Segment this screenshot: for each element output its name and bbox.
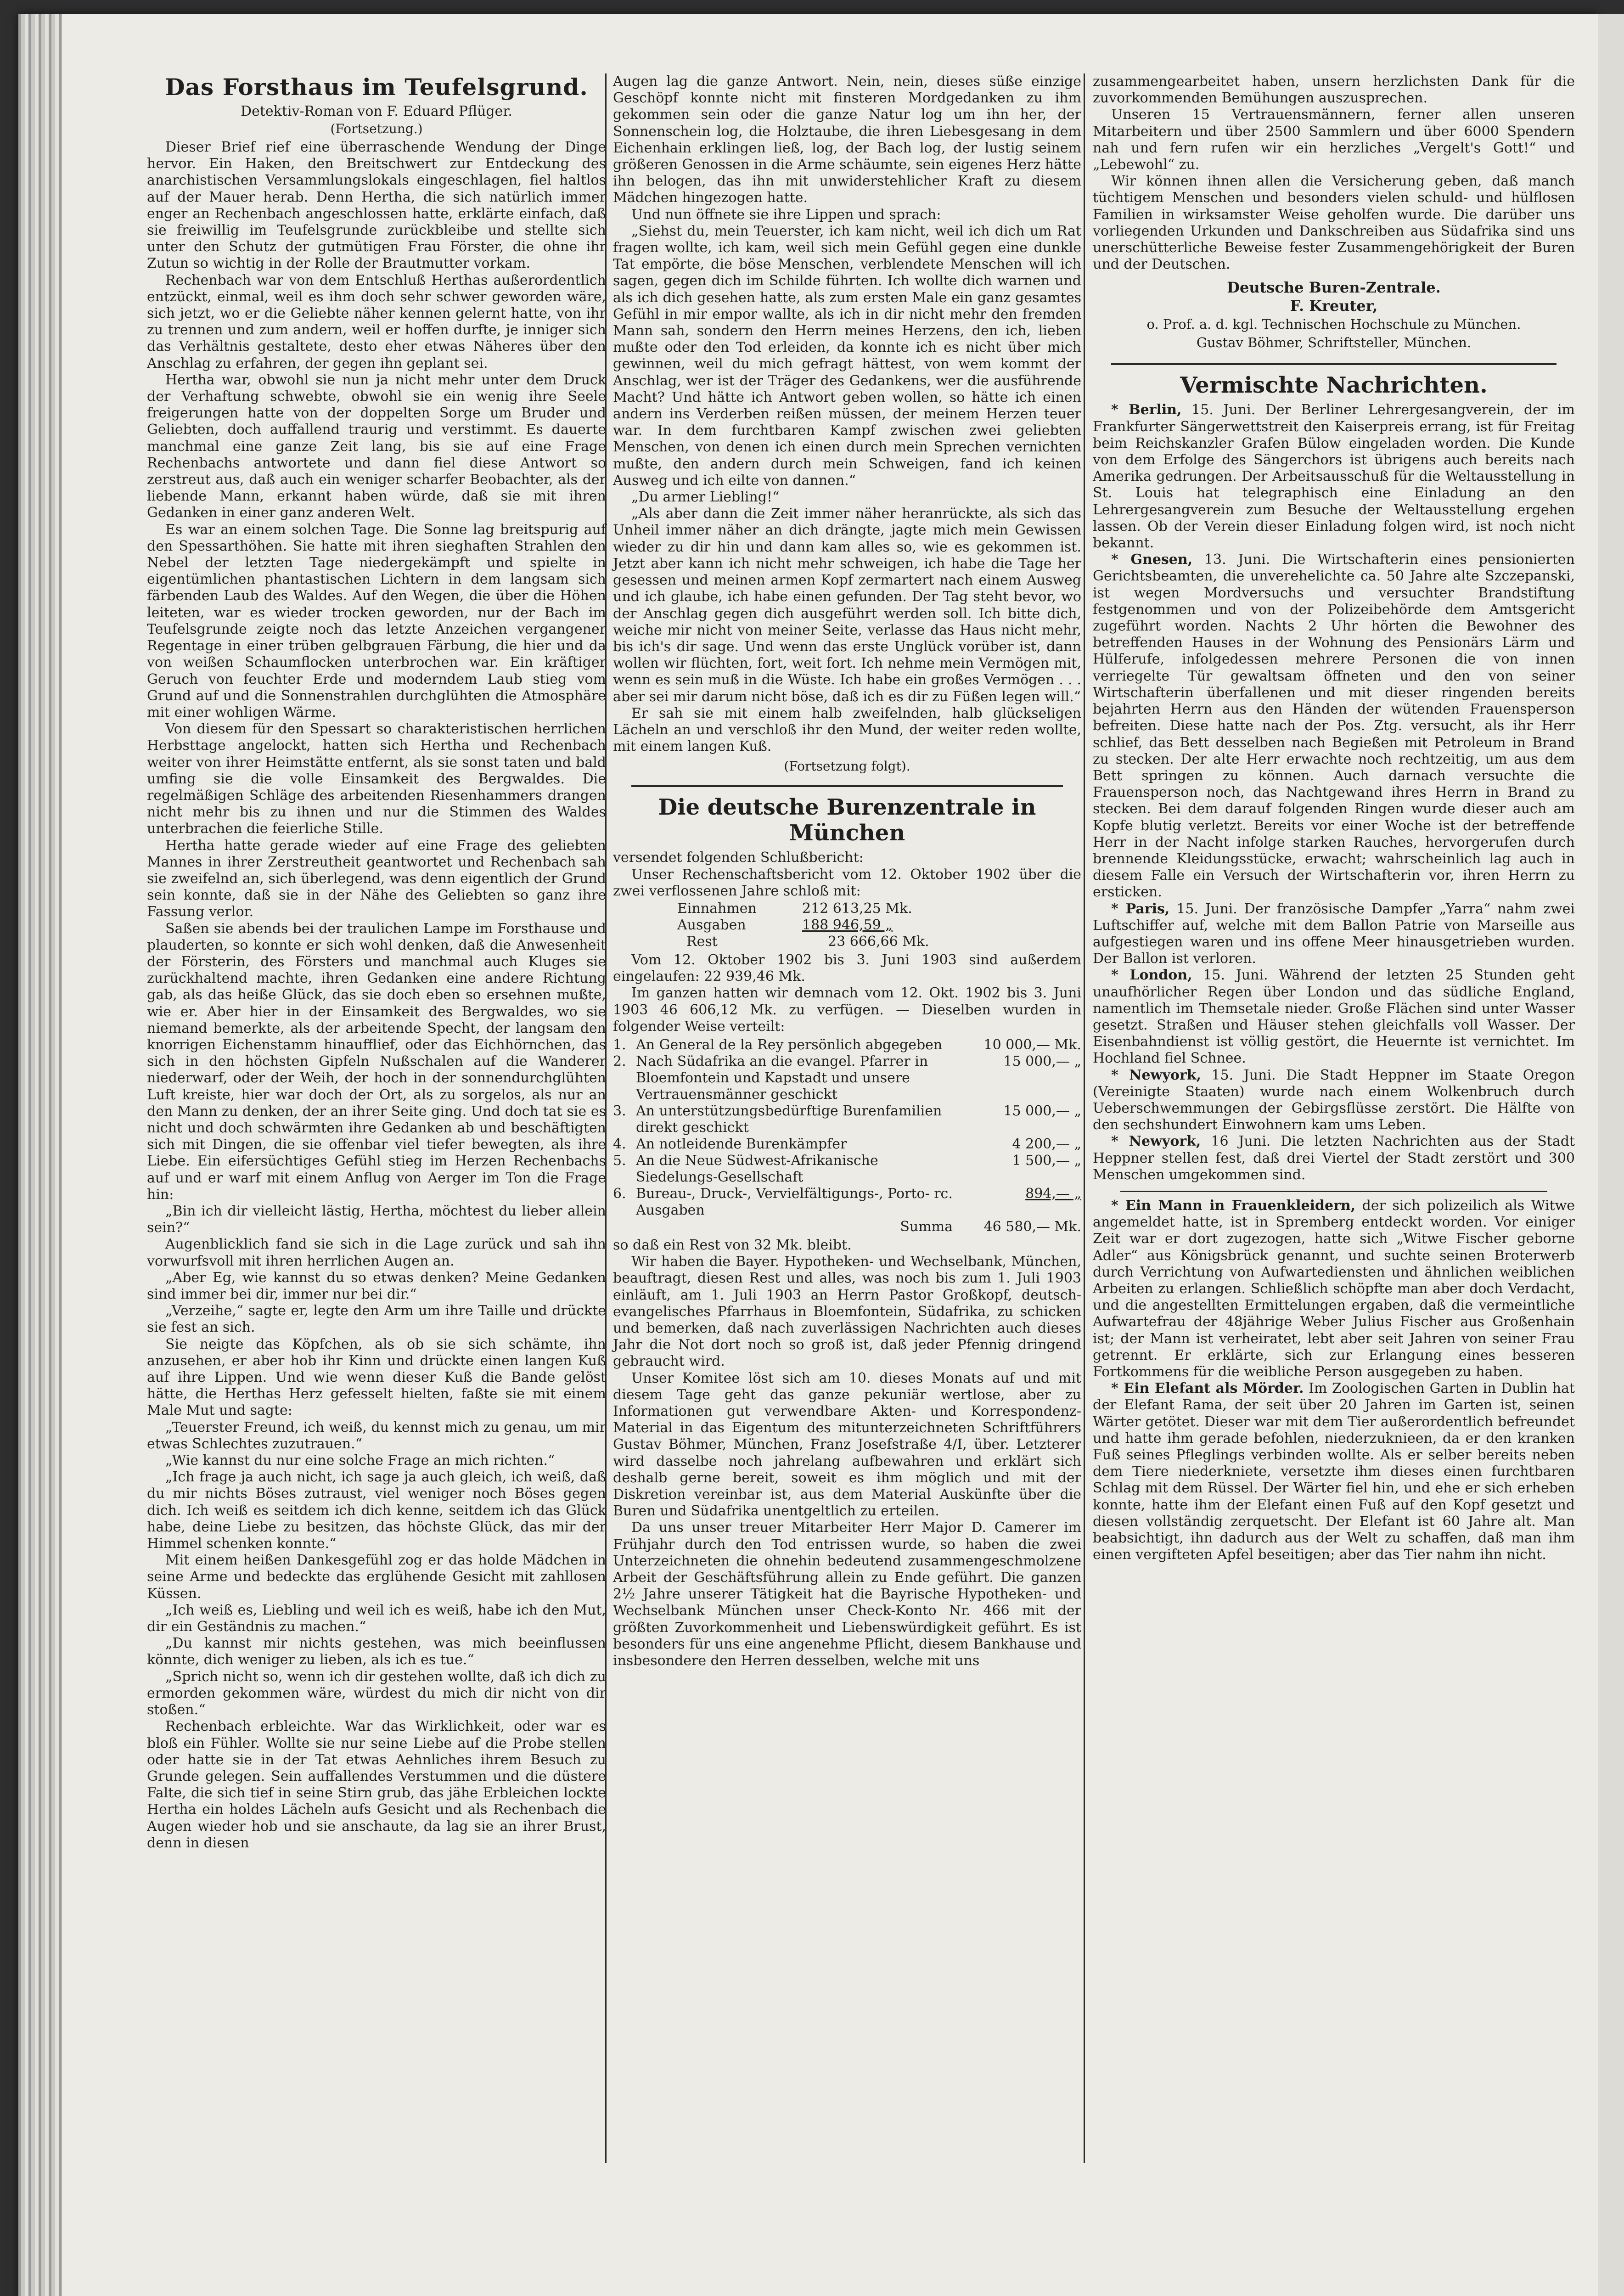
signature-organization: Deutsche Buren-Zentrale. bbox=[1227, 279, 1441, 297]
column-rule-2 bbox=[1084, 73, 1085, 2163]
ledger-amount: 212 613,25 Mk. bbox=[802, 900, 912, 917]
news-dateline: * Newyork, bbox=[1111, 1133, 1201, 1150]
ledger-amount: 23 666,66 Mk. bbox=[828, 933, 929, 950]
story-paragraph: Dieser Brief rief eine überraschende Wendung der Dinge hervor. Ein Haken, den Breitschwert zur Entdeckung des anarchistischen Versammlungslokals eingeschlagen, fiel haltlos auf der Mauer herab. Denn Hertha, die sich natürlich immer enger an Rechenbach angeschlossen hatte, erklärte einfach, daß sie freiwillig im Teufelsgrunde zurückbleibe und stellte sich unter den Schutz der gutmütigen Frau Förster, die ohne ihr Zutun so wichtig in der Rolle der Brautmutter vorkam. bbox=[147, 139, 606, 272]
ledger-row bbox=[613, 934, 1081, 950]
news-headline: * Ein Elefant als Mörder. bbox=[1111, 1380, 1304, 1397]
story-paragraph: Hertha war, obwohl sie nun ja nicht mehr unter dem Druck der Verhaftung schwebte, obwohl sie ein wenig ihre Seele freigerungen hatte von der doppelten Sorge um Bruder und Geliebten, doch auffallend traurig und verstimmt. Es dauerte manchmal eine ganze Zeit lang, bis sie auf eine Frage Rechenbachs antwortete und dann fiel diese Antwort so zerstreut aus, daß auch ein weniger scharfer Beobachter, als der liebende Mann, erkannt haben würde, daß sie mit ihren Gedanken in einer ganz anderen Welt. bbox=[147, 371, 606, 521]
news-text: 15. Juni. Der französische Dampfer „Yarra“ nahm zwei Luftschiffer auf, welche mit dem Ballon Patrie von Marseille aus aufgestiegen waren und ins offene Meer hinausgetrieben wurden. Der Ballon ist verloren. bbox=[1093, 900, 1575, 967]
item-number: 3. bbox=[613, 1103, 626, 1119]
item-text: An notleidende Burenkämpfer bbox=[636, 1136, 847, 1152]
news-item bbox=[1093, 1133, 1575, 1183]
item-amount: 4 200,— „ bbox=[1012, 1136, 1081, 1152]
story-continued-note: (Fortsetzung.) bbox=[330, 121, 423, 136]
buren-paragraph: Wir haben die Bayer. Hypotheken- und Wechselbank, München, beauftragt, diesen Rest und alles, was noch bis zum 1. Juli 1903 einläuft, am 1. Juli 1903 an Herrn Pastor Großkopf, deutsch-evangelisches Pfarrhaus in Bloemfontein, Südafrika, zu schicken und bemerken, daß nach zuverlässigen Nachrichten auch dieses Jahr die Not dort noch so groß ist, daß jeder Pfennig dringend gebraucht wird. bbox=[613, 1254, 1081, 1370]
buren-paragraph: Unseren 15 Vertrauensmännern, ferner allen unseren Mitarbeitern und über 2500 Sammlern und über 6000 Spendern nah und fern rufen wir ein herzliches „Vergelt's Gott!“ und „Lebewohl“ zu. bbox=[1093, 107, 1575, 173]
news-text: Im Zoologischen Garten in Dublin hat der Elefant Rama, der seit über 20 Jahren im Garten ist, seinen Wärter getötet. Dieser war mit dem Tier außerordentlich befreundet und hatte ihm gerade befohlen, niederzuknieen, da er den kranken Fuß seines Pfleglings verbinden wollte. Als er selber bereits neben dem Tiere niederkniete, versetzte ihm dieses einen furchtbaren Schlag mit dem Rüssel. Der Wärter fiel hin, und ehe er sich erheben konnte, hatte ihm der Elefant einen Fuß auf den Kopf gesetzt und diesen vollständig zerquetscht. Der Elefant ist 60 Jahre alt. Man beabsichtigt, ihn dadurch aus der Welt zu schaffen, daß man ihm einen vergifteten Apfel beseitigen; aber das Tier nahm ihn nicht. bbox=[1093, 1380, 1575, 1563]
story-paragraph: Rechenbach erbleichte. War das Wirklichkeit, oder war es bloß ein Fühler. Wollte sie nur seine Liebe auf die Probe stellen oder hatte sie in der Tat etwas Aehnliches ihrem Besuch zu Grunde gelegen. Sein auffallendes Verstummen und die düstere Falte, die sich tief in seine Stirn grub, das jähe Erbleichen lockte Hertha ein holdes Lächeln aufs Gesicht und als Rechenbach die Augen wieder hob und sie anschaute, da lag sie an ihrer Brust, denn in diesen bbox=[147, 1718, 606, 1851]
distribution-list bbox=[613, 1037, 1081, 1235]
distribution-item bbox=[613, 1136, 1081, 1153]
story-paragraph: Saßen sie abends bei der traulichen Lampe im Forsthause und plauderten, so konnte er sich wohl denken, daß die Anwesenheit der Försterin, des Försters und manchmal auch Kluges sie zurückhaltend machte, ihren Gedanken eine andere Richtung gab, als das heiße Glück, das sie doch eben so ersehnen mußte, wie er. Aber hier in der Einsamkeit des Bergwaldes, wo sie niemand bemerkte, als der arbeitende Specht, der langsam den knorrigen Eichenstamm hinaufflief, oder das Eichhörnchen, das sich in den höchsten Gipfeln Nußschalen auf die Wanderer niederwarf, oder der Weih, der hoch in der sonnendurchglühten Luft kreiste, hier war doch der Ort, als zu sorgelos, als nur an den Mann zu denken, der an ihrer Seite ging. Und doch tat sie es nicht und doch schwärmten ihre Gedanken ab und beschäftigten sich mit Dingen, die sie offenbar viel tiefer bewegten, als ihre Liebe. Ein eifersüchtiges Gefühl stieg im Herzen Rechenbachs auf und er warf mit einem Anflug von Aerger im Ton die Frage hin: bbox=[147, 920, 606, 1203]
buren-paragraph: Da uns unser treuer Mitarbeiter Herr Major D. Camerer im Frühjahr durch den Tod entrissen wurde, so haben die zwei Unterzeichneten die ohnehin bedeutend zusammengeschmolzene Arbeit der Geschäftsführung allein zu Ende geführt. Die ganzen 2½ Jahre unserer Tätigkeit hat die Bayrische Hypotheken- und Wechselbank München unser Check-Konto Nr. 466 mit der größten Zuvorkommenheit und Liebenswürdigkeit geführt. Es ist besonders für uns eine angenehme Pflicht, diesem Bankhause und insbesondere den Herren desselben, welche mit uns bbox=[613, 1519, 1081, 1669]
ledger-label: Rest bbox=[686, 933, 718, 950]
signature-name: F. Kreuter, bbox=[1290, 297, 1378, 315]
item-text: Bureau-, Druck-, Vervielfältigungs-, Porto- rc. Ausgaben bbox=[636, 1185, 953, 1218]
distribution-item bbox=[613, 1186, 1081, 1219]
buren-section-title: Die deutsche Burenzentrale in München bbox=[658, 794, 1036, 846]
buren-paragraph: Unser Rechenschaftsbericht vom 12. Oktober 1902 über die zwei verflossenen Jahre schloß mit: bbox=[613, 866, 1081, 899]
section-separator bbox=[1120, 1191, 1547, 1192]
news-text: der sich polizeilich als Witwe angemeldet hatte, ist in Spremberg entdeckt worden. Vor einiger Zeit war er dort zugezogen, hatte sich „Witwe Fischer geborne Adler“ aus Königsbrück genannt, und suchte seinen Broterwerb durch Verrichtung von Aufwartediensten und ähnlichen weiblichen Arbeiten zu erlangen. Schließlich schöpfte man aber doch Verdacht, und die angestellten Ermittelungen ergaben, daß die vermeintliche Aufwartefrau der 48jährige Weber Julius Fischer aus Großenhain ist; der Mann ist verheiratet, lebt aber seit Jahren von seiner Frau getrennt. Er erklärte, sich zur Erlangung eines besseren Fortkommens für die weibliche Person ausgegeben zu haben. bbox=[1093, 1197, 1575, 1380]
item-amount: 15 000,— „ bbox=[1003, 1103, 1081, 1119]
ledger-amount: 188 946,59 „ bbox=[802, 917, 893, 933]
item-amount: 10 000,— Mk. bbox=[983, 1036, 1081, 1053]
distribution-item bbox=[613, 1053, 1081, 1103]
news-dateline: * Gnesen, bbox=[1111, 551, 1193, 568]
news-dateline: * Paris, bbox=[1111, 900, 1170, 917]
total-amount: 46 580,— Mk. bbox=[983, 1218, 1081, 1235]
item-text: Nach Südafrika an die evangel. Pfarrer in Bloemfontein und Kapstadt und unsere Vertrauensmänner geschickt bbox=[636, 1053, 928, 1103]
binding-edge bbox=[18, 14, 62, 2296]
story-paragraph: Sie neigte das Köpfchen, als ob sie sich schämte, ihn anzusehen, er aber hob ihr Kinn und drückte einen langen Kuß auf ihre Lippen. Und wie wenn dieser Kuß die Bande gelöst hätte, die Herthas Herz gefesselt hielten, faßte sie mit einem Male Mut und sagte: bbox=[147, 1336, 606, 1419]
news-headline: * Ein Mann in Frauenkleidern, bbox=[1111, 1197, 1356, 1214]
item-text: An General de la Rey persönlich abgegeben bbox=[636, 1036, 943, 1053]
story-to-be-continued: (Fortsetzung folgt). bbox=[784, 759, 910, 774]
story-paragraph: „Sprich nicht so, wenn ich dir gestehen wollte, daß ich dich zu ermorden gekommen wäre, würdest du mich dir nicht von dir stoßen.“ bbox=[147, 1668, 606, 1718]
column-1 bbox=[147, 73, 606, 1851]
item-number: 6. bbox=[613, 1185, 626, 1202]
story-paragraph: „Ich weiß es, Liebling und weil ich es weiß, habe ich den Mut, dir ein Geständnis zu machen.“ bbox=[147, 1602, 606, 1635]
story-paragraph: Hertha hatte gerade wieder auf eine Frage des geliebten Mannes in ihrer Zerstreutheit geantwortet und Rechenbach sah sie zweifelnd an, sich überlegend, was denn eigentlich der Grund sein konnte, daß sie in der Nähe des Geliebten so ganz ihre Fassung verlor. bbox=[147, 837, 606, 920]
story-byline: Detektiv-Roman von F. Eduard Pflüger. bbox=[241, 103, 512, 119]
story-paragraph: „Bin ich dir vielleicht lästig, Hertha, möchtest du lieber allein sein?“ bbox=[147, 1203, 606, 1236]
item-text: An unterstützungsbedürftige Burenfamilien direkt geschickt bbox=[636, 1103, 942, 1136]
ledger-label: Ausgaben bbox=[677, 917, 746, 933]
buren-intro: versendet folgenden Schlußbericht: bbox=[613, 850, 864, 866]
ledger-table bbox=[613, 900, 1081, 950]
distribution-item bbox=[613, 1103, 1081, 1136]
ledger-row bbox=[613, 900, 1081, 917]
news-item bbox=[1093, 1380, 1575, 1563]
news-text: 16 Juni. Die letzten Nachrichten aus der Stadt Heppner stellen fest, daß drei Viertel der Stadt zerstört und 300 Menschen umgekommen sind. bbox=[1093, 1133, 1575, 1183]
buren-paragraph: so daß ein Rest von 32 Mk. bleibt. bbox=[613, 1237, 852, 1253]
section-separator bbox=[631, 785, 1063, 787]
story-paragraph: „Ich frage ja auch nicht, ich sage ja auch gleich, ich weiß, daß du mir nichts Böses zutraust, viel weniger noch Böses gegen dich. Ich weiß es seitdem ich dich kenne, seitdem ich das Glück habe, deine Liebe zu besitzen, das höchste Glück, das mir der Himmel schenken konnte.“ bbox=[147, 1469, 606, 1552]
news-section-title: Vermischte Nachrichten. bbox=[1180, 372, 1488, 399]
column-3 bbox=[1093, 73, 1575, 1563]
item-amount: 1 500,— „ bbox=[1012, 1152, 1081, 1169]
story-paragraph: „Aber Eg, wie kannst du so etwas denken? Meine Gedanken sind immer bei dir, immer nur bei dir.“ bbox=[147, 1269, 606, 1303]
news-text: 15. Juni. Während der letzten 25 Stunden geht unaufhörlicher Regen über London und das südliche England, namentlich im Themsetale nieder. Große Flächen sind unter Wasser gesetzt. Straßen und Häuser stehen gleichfalls voll Wasser. Der Eisenbahndienst ist völlig gestört, die Heuernte ist vernichtet. Im Hochland fiel Schnee. bbox=[1093, 967, 1575, 1067]
news-item bbox=[1093, 1198, 1575, 1380]
page-edge-right bbox=[1598, 14, 1624, 2296]
distribution-item bbox=[613, 1037, 1081, 1053]
story-paragraph: „Verzeihe,“ sagte er, legte den Arm um ihre Taille und drückte sie fest an sich. bbox=[147, 1303, 606, 1336]
news-dateline: * Newyork, bbox=[1111, 1067, 1201, 1083]
story-paragraph: „Du armer Liebling!“ bbox=[631, 489, 780, 506]
news-item bbox=[1093, 1067, 1575, 1134]
item-text: An die Neue Südwest-Afrikanische Siedelungs-Gesellschaft bbox=[636, 1152, 878, 1185]
story-paragraph: Augen lag die ganze Antwort. Nein, nein, dieses süße einzige Geschöpf konnte nicht mit finsteren Mordgedanken zu ihm gekommen sein oder die ganze Natur log um ihn her, der Sonnenschein log, die Holztaube, die ihren Liebesgesang in dem Eichenhain erklingen ließ, log, der Bach log, der lustig seinem größeren Genossen in die Arme schäumte, sein eigenes Herz hätte ihn belogen, das ihn mit unwiderstehlicher Kraft zu diesem Mädchen hingezogen hatte. bbox=[613, 73, 1081, 206]
buren-paragraph: zusammengearbeitet haben, unsern herzlichsten Dank für die zuvorkommenden Bemühungen auszusprechen. bbox=[1093, 73, 1575, 107]
item-number: 4. bbox=[613, 1136, 626, 1152]
column-2 bbox=[613, 73, 1081, 1669]
news-dateline: * London, bbox=[1111, 967, 1192, 984]
news-dateline: * Berlin, bbox=[1111, 402, 1182, 418]
section-separator bbox=[1111, 363, 1557, 365]
story-paragraph: Es war an einem solchen Tage. Die Sonne lag breitspurig auf den Spessarthöhen. Sie hatte mit ihren sieghaften Strahlen den Nebel der letzten Tage niedergekämpft und spielte in eigentümlichen phantastischen Lichtern in dem langsam sich färbenden Laub des Waldes. Auf den Wegen, die über die Höhen leiteten, war es wieder trocken geworden, nur der Bach im Teufelsgrunde zeigte noch das letzte Anzeichen vergangener Regentage in einer trüben gelbgrauen Färbung, die hier und da von weißen Schaumflocken unterbrochen war. Ein kräftiger Geruch von feuchter Erde und moderndem Laub stieg vom Grund auf und die Sonnenstrahlen durchglühten die Atmosphäre mit einer wohligen Wärme. bbox=[147, 521, 606, 720]
news-item bbox=[1093, 967, 1575, 1067]
buren-paragraph: Vom 12. Oktober 1902 bis 3. Juni 1903 sind außerdem eingelaufen: 22 939,46 Mk. bbox=[613, 951, 1081, 985]
ledger-label: Einnahmen bbox=[677, 900, 757, 917]
story-paragraph: „Wie kannst du nur eine solche Frage an mich richten.“ bbox=[165, 1452, 555, 1469]
news-item bbox=[1093, 901, 1575, 968]
story-paragraph: Er sah sie mit einem halb zweifelnden, halb glückseligen Lächeln an und verschloß ihr den Mund, der weiter reden wollte, mit einem langen Kuß. bbox=[613, 705, 1081, 755]
news-text: 15. Juni. Die Stadt Heppner im Staate Oregon (Vereinigte Staaten) wurde nach einem Wolkenbruch durch Ueberschwemmungen der Gebirgsflüsse zerstört. Die Hälfte von den sechshundert Einwohnern kam ums Leben. bbox=[1093, 1067, 1575, 1133]
story-paragraph: „Teuerster Freund, ich weiß, du kennst mich zu genau, um mir etwas Schlechtes zuzutrauen.“ bbox=[147, 1419, 606, 1452]
distribution-total bbox=[613, 1219, 1081, 1235]
signature-name: Gustav Böhmer, Schriftsteller, München. bbox=[1196, 335, 1472, 351]
story-paragraph: „Als aber dann die Zeit immer näher heranrückte, als sich das Unheil immer näher an dich drängte, jagte mich mein Gewissen wieder zu dir hin und dann kam alles so, wie es gekommen ist. Jetzt aber kann ich nicht mehr schweigen, ich habe die Tage her gesessen und meinen armen Kopf zermartert nach einem Ausweg und ich glaube, ich habe einen gefunden. Der Tag steht bevor, wo der Anschlag gegen dich ausgeführt werden soll. Ich bitte dich, weiche mir nicht von meiner Seite, verlasse das Haus nicht mehr, bis ich's dir sage. Und wenn das erste Unglück vorüber ist, dann wollen wir flüchten, fort, weit fort. Ich nehme mein Vermögen mit, wenn es sein muß in die Wüste. Ich habe ein großes Vermögen . . . aber sei mir darum nicht böse, daß ich es dir zu Füßen legen will.“ bbox=[613, 506, 1081, 705]
item-number: 5. bbox=[613, 1152, 626, 1169]
buren-paragraph: Im ganzen hatten wir demnach vom 12. Okt. 1902 bis 3. Juni 1903 46 606,12 Mk. zu verfügen. — Dieselben wurden in folgender Weise verteilt: bbox=[613, 985, 1081, 1035]
item-number: 2. bbox=[613, 1053, 626, 1069]
news-item bbox=[1093, 551, 1575, 900]
story-paragraph: Rechenbach war von dem Entschluß Herthas außerordentlich entzückt, einmal, weil es ihm doch sehr schwer geworden wäre, sich jetzt, wo er die Geliebte näher kennen gelernt hatte, von ihr zu trennen und zum andern, weil er hoffen durfte, je inniger sich das Verhältnis gestaltete, desto eher etwas Näheres über den Anschlag zu erfahren, der gegen ihn geplant sei. bbox=[147, 272, 606, 371]
story-paragraph: „Siehst du, mein Teuerster, ich kam nicht, weil ich dich um Rat fragen wollte, ich kam, weil sich mein Gefühl gegen eine dunkle Tat empörte, die böse Menschen, verblendete Menschen will ich sagen, gegen dich im Schilde führten. Ich wollte dich warnen und als ich dich gesehen hatte, als zum ersten Male ein ganz gesamtes Gefühl in mir empor wallte, als ich in dir nicht mehr den fremden Mann sah, sondern den Herrn meines Herzens, den ich, lieben mußte oder den Tod erleiden, da konnte ich es nicht über mich gewinnen, weil du mich gefragt hättest, von wem kommt der Anschlag, wer ist der Träger des Gedankens, wer die ausführende Macht? Und hätte ich Antwort geben wollen, so hätte ich einen andern ins Verderben reißen müssen, der meinem Herzen teuer war. In dem furchtbaren Kampf zwischen zwei geliebten Menschen, von denen ich einen durch mein Sprechen vernichten mußte, den andern durch mein Schweigen, fand ich keinen Ausweg und ich eilte von dannen.“ bbox=[613, 223, 1081, 489]
story-paragraph: „Du kannst mir nichts gestehen, was mich beeinflussen könnte, dich weniger zu lieben, als ich es tue.“ bbox=[147, 1635, 606, 1668]
distribution-item bbox=[613, 1153, 1081, 1186]
item-amount: 894,— „ bbox=[1025, 1185, 1081, 1202]
story-paragraph: Mit einem heißen Dankesgefühl zog er das holde Mädchen in seine Arme und bedeckte das erglühende Gesicht mit zahllosen Küssen. bbox=[147, 1552, 606, 1602]
news-text: 13. Juni. Die Wirtschafterin eines pensionierten Gerichtsbeamten, die unverehelichte ca. 50 Jahre alte Szczepanski, ist wegen Mordversuchs und versuchter Brandstiftung festgenommen und von der Polizeibehörde dem Amtsgericht zugeführt worden. Nachts 2 Uhr hörten die Bewohner des betreffenden Hauses in der Wohnung des Pensionärs Lärm und Hülferufe, infolgedessen mehrere Personen die von innen verriegelte Tür gewaltsam öffneten und den von seiner Wirtschafterin überfallenen und mit dieser ringenden bereits bejahrten Herrn aus den Händen der wütenden Frauensperson befreiten. Diese hatte nach der Pos. Ztg. versucht, als ihr Herr schlief, das Bett desselben nach Begießen mit Petroleum in Brand zu stecken. Der alte Herr erwachte noch rechtzeitig, um aus dem Bett springen zu können. Auch darnach versuchte die Frauensperson noch, das Nachtgewand ihres Herrn in Brand zu stecken. Bei dem darauf folgenden Ringen wurde dieser auch am Kopfe blutig verletzt. Bereits vor einer Woche ist der betreffende Herr in der Nacht infolge starken Rauches, hervorgerufen durch brennende Kleidungsstücke, erwacht; wahrscheinlich lag auch in diesem Falle ein Versuch der Wirtschafterin vor, ihren Herrn zu ersticken. bbox=[1093, 551, 1575, 900]
item-amount: 15 000,— „ bbox=[1003, 1053, 1081, 1069]
news-item bbox=[1093, 402, 1575, 551]
item-number: 1. bbox=[613, 1036, 626, 1053]
news-text: 15. Juni. Der Berliner Lehrergesangverein, der im Frankfurter Sängerwettstreit den Kaiserpreis errang, ist für Freitag beim Reichskanzler Grafen Bülow eingeladen worden. Die Kunde von dem Erfolge des Sängerchors ist übrigens auch bereits nach Amerika gedrungen. Der Arbeitsausschuß für die Weltausstellung in St. Louis hat telegraphisch eine Einladung an den Lehrergesangverein zum Besuche der Weltausstellung ergehen lassen. Ob der Verein dieser Einladung folgen wird, ist noch nicht bekannt. bbox=[1093, 402, 1575, 551]
buren-paragraph: Unser Komitee löst sich am 10. dieses Monats auf und mit diesem Tage geht das ganze pekuniär wertlose, aber zu Informationen gut verwendbare Akten- und Korrespondenz-Material in das Eigentum des mitunterzeichneten Schriftführers Gustav Böhmer, München, Franz Josefstraße 4/I, über. Letzterer wird dasselbe noch jahrelang aufbewahren und erklärt sich deshalb gerne bereit, soweit es ihm möglich und mit der Diskretion vereinbar ist, aus dem Material Auskünfte über die Buren und Südafrika unentgeltlich zu erteilen. bbox=[613, 1370, 1081, 1519]
story-paragraph: Augenblicklich fand sie sich in die Lage zurück und sah ihn vorwurfsvoll mit ihren herrlichen Augen an. bbox=[147, 1236, 606, 1269]
ledger-row bbox=[613, 917, 1081, 934]
story-paragraph: Und nun öffnete sie ihre Lippen und sprach: bbox=[631, 206, 941, 223]
story-title: Das Forsthaus im Teufelsgrund. bbox=[165, 73, 588, 101]
buren-paragraph: Wir können ihnen allen die Versicherung geben, daß manch tüchtigem Menschen und besonders vielen schuld- und hülflosen Familien in wirksamster Weise geholfen wurde. Die darüber uns vorliegenden Urkunden und Dankschreiben aus Südafrika sind uns unerschütterliche Beweise fester Zusammengehörigkeit der Buren und der Deutschen. bbox=[1093, 173, 1575, 273]
signature-title: o. Prof. a. d. kgl. Technischen Hochschule zu München. bbox=[1146, 316, 1521, 332]
total-label: Summa bbox=[900, 1218, 953, 1235]
story-paragraph: Von diesem für den Spessart so charakteristischen herrlichen Herbsttage angelockt, hatten sich Hertha und Rechenbach weiter von ihrer Heimstätte entfernt, als sie sonst taten und bald umfing sie die volle Einsamkeit des Bergwaldes. Die regelmäßigen Schläge des arbeitenden Riesenhammers drangen nicht mehr bis zu ihnen und nur die Stimmen des Waldes unterbrachen die feierliche Stille. bbox=[147, 721, 606, 837]
